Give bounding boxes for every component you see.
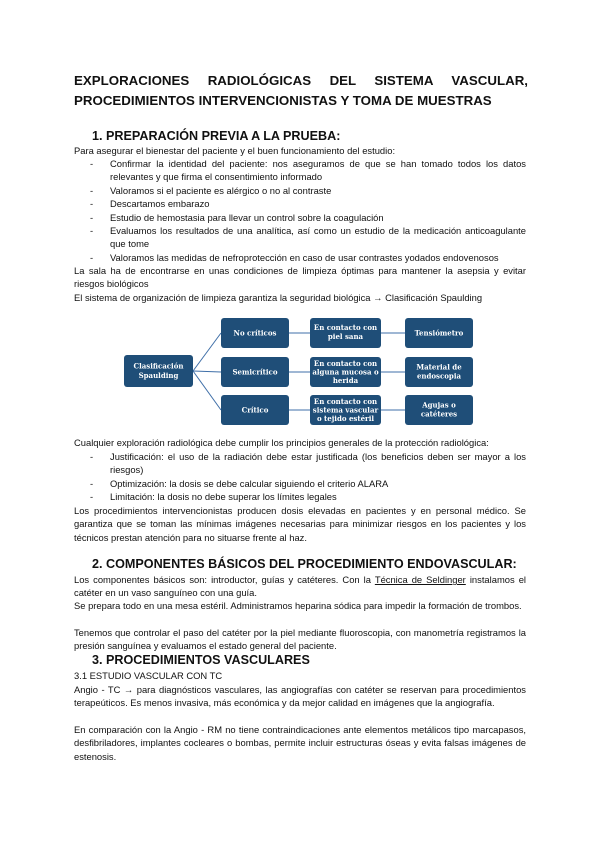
svg-text:alguna mucosa o: alguna mucosa o [312,367,379,377]
seldinger-link: Técnica de Seldinger [374,574,466,585]
box-example-endoscopia [405,357,473,387]
list-item: - Limitación: la dosis no debe superar los límites legales [90,491,337,503]
svg-text:Tensiómetro: Tensiómetro [414,328,464,338]
list-item: - Confirmar la identidad del paciente: nos aseguramos de que se han tomado todos los datos relevantes y que firma el consentimiento informado [90,158,526,183]
list-item: - Valoramos si el paciente es alérgico o no al contraste [90,184,332,196]
list-item: - Optimización: la dosis se debe calcular siguiendo el criterio ALARA [90,477,389,489]
root-label-line-2: Spaulding [138,371,179,380]
paragraph-angio-rm: En comparación con la Angio - RM no tiene contraindicaciones ante elementos metálicos tipo marcapasos, desfibriladores, implantes cocleares o bombas, permite incluir estructuras óseas y evita falsas imágenes de estenosis. [74,724,526,762]
svg-text:En contacto con: En contacto con [313,359,378,368]
svg-text:Agujas o: Agujas o [422,400,456,410]
box-contact-piel-sana [310,318,381,348]
section-1-intro: Para asegurar el bienestar del paciente y el buen funcionamiento del estudio: [74,145,396,156]
box-root-spaulding [124,355,193,387]
paragraph-fluoroscopia: Tenemos que controlar el paso del catéter por la piel mediante fluoroscopia, con manometría registramos la presión sanguínea y evaluamos el estado general del paciente. [74,627,526,652]
list-item: - Descartamos embarazo [90,198,210,210]
svg-text:Crítico: Crítico [241,405,269,415]
svg-text:Semicrítico: Semicrítico [232,367,278,377]
svg-text:piel sana: piel sana [327,332,364,341]
box-example-tensiometro [405,318,473,348]
box-category-semicritico [221,357,289,387]
box-example-agujas [405,395,473,425]
svg-text:o tejido estéril: o tejido estéril [316,414,375,423]
list-item: - Justificación: el uso de la radiación debe estar justificada (los beneficios deben ser mayor a los riesgos) [90,451,526,476]
svg-text:No críticos: No críticos [233,328,277,338]
section-2-heading: 2. COMPONENTES BÁSICOS DEL PROCEDIMIENTO ENDOVASCULAR: [92,557,517,571]
section-3-heading: 3. PROCEDIMIENTOS VASCULARES [92,653,310,667]
box-category-no-criticos [221,318,289,348]
title-line-1: EXPLORACIONES RADIOLÓGICAS DEL SISTEMA VASCULAR, [74,73,528,88]
paragraph-sala: La sala ha de encontrarse en unas condiciones de limpieza óptimas para mantener la asepsia y evitar riesgos biológicos [74,265,526,290]
box-category-critico [221,395,289,425]
paragraph-sistema: El sistema de organización de limpieza garantiza la seguridad biológica → Clasificación Spaulding [74,292,483,303]
paragraph-mesa-esteril: Se prepara todo en una mesa estéril. Administramos heparina sódica para impedir la formación de trombos. [74,600,522,611]
paragraph-componentes: Los componentes básicos son: introductor, guías y catéteres. Con la Técnica de Seldinger instalamos el catéter en un vaso sanguíneo con una guía. [74,574,526,599]
svg-text:herida: herida [332,376,359,385]
svg-text:Material de: Material de [416,362,462,372]
root-label-line-1: Clasificación [133,361,184,371]
paragraph-angio-tc: Angio - TC → para diagnósticos vasculares, las angiografías con catéter se reservan para procedimientos terapeúticos. Es menos invasiva, más económica y da mejor calidad en imágenes que la angiografía. [74,684,526,709]
svg-text:endoscopia: endoscopia [416,371,462,381]
title-line-2: PROCEDIMIENTOS INTERVENCIONISTAS Y TOMA DE MUESTRAS [74,93,492,108]
box-contact-sistema-vascular [310,395,381,425]
section-1-heading: 1. PREPARACIÓN PREVIA A LA PRUEBA: [92,129,341,143]
paragraph-principios: Cualquier exploración radiológica debe cumplir los principios generales de la protección radiológica: [74,437,489,448]
list-item: - Valoramos las medidas de nefroprotección en caso de usar contrastes yodados endovenosos [90,251,499,263]
paragraph-procedimientos: Los procedimientos intervencionistas producen dosis elevadas en pacientes y en personal médico. Se garantiza que se toman las mínimas imágenes necesarias para minimizar riesgos en los pacientes y los técnicos prestan atención para no situarse frente al haz. [74,505,526,543]
list-item: - Estudio de hemostasia para llevar un control sobre la coagulación [90,211,384,223]
box-contact-mucosa [310,357,381,387]
svg-text:En contacto con: En contacto con [313,323,378,332]
list-item: - Evaluamos los resultados de una analítica, así como un estudio de la medicación anticoagulante que tome [90,225,526,250]
svg-text:sistema vascular: sistema vascular [312,405,379,415]
svg-text:catéteres: catéteres [420,409,458,419]
svg-text:En contacto con: En contacto con [313,397,378,406]
principles-list [74,450,526,504]
subsection-3-1-heading: 3.1 ESTUDIO VASCULAR CON TC [74,670,223,681]
